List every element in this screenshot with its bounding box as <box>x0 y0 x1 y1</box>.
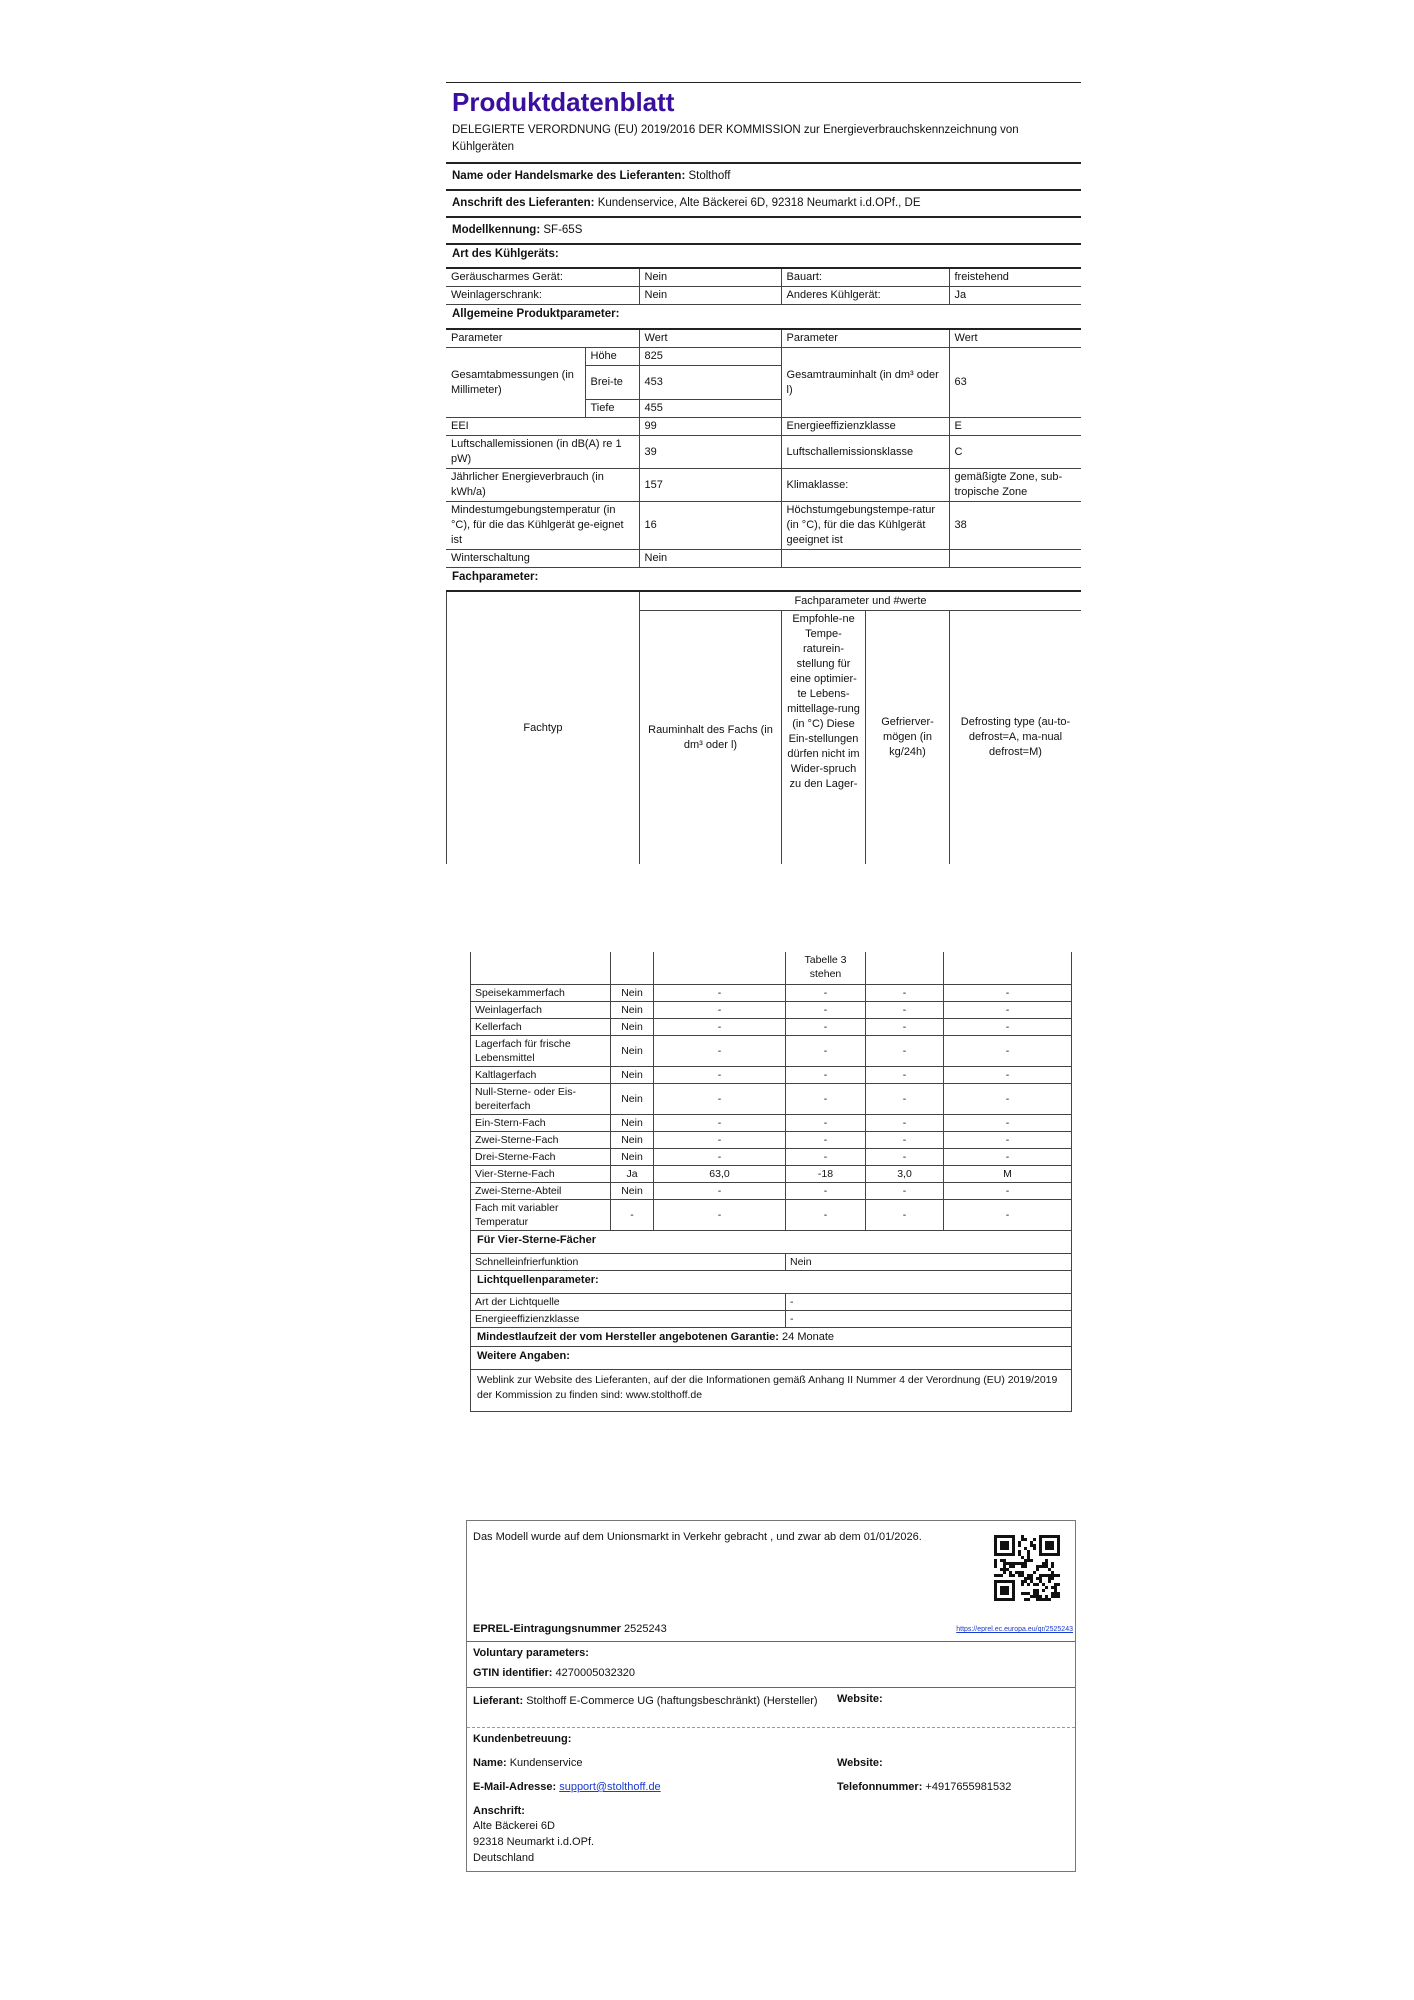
compartment-row <box>471 1165 1072 1182</box>
model-row <box>446 216 1081 243</box>
table-cell: Kellerfach <box>471 1018 611 1035</box>
table-cell: - <box>786 1114 866 1131</box>
table-cell: - <box>944 1035 1072 1066</box>
param-value: C <box>949 436 1081 469</box>
table-cell: Nein <box>611 1035 654 1066</box>
group-header: Fachparameter und #werte <box>640 591 1082 611</box>
supplier-website[interactable]: www.stolthoff.de <box>625 1388 703 1401</box>
table-cell: 3,0 <box>866 1165 944 1182</box>
compartment-row <box>471 1199 1072 1230</box>
more-heading: Weitere Angaben: <box>470 1347 1072 1370</box>
table-cell: - <box>944 1018 1072 1035</box>
dim-value: 825 <box>639 348 781 366</box>
table-cell: - <box>944 1066 1072 1083</box>
compartment-table <box>470 952 1072 1231</box>
compartment-row <box>471 1148 1072 1165</box>
table-cell: - <box>944 1199 1072 1230</box>
table-cell: - <box>654 1114 786 1131</box>
param-value: 157 <box>639 469 781 502</box>
phone-value: +4917655981532 <box>925 1781 1012 1793</box>
table-cell: Speisekammerfach <box>471 984 611 1001</box>
light-param: Art der Lichtquelle <box>471 1293 786 1310</box>
page-title: Produktdatenblatt <box>446 82 1081 120</box>
table-cell: Nein <box>611 984 654 1001</box>
table-cell: - <box>944 1114 1072 1131</box>
model-value: SF-65S <box>543 224 583 236</box>
param-header: Parameter <box>446 329 639 348</box>
table-cell: Nein <box>639 268 781 287</box>
table-cell: Zwei-Sterne-Fach <box>471 1131 611 1148</box>
eprel-supplier-value: Stolthoff E-Commerce UG (haftungsbeschränkt) (Hersteller) <box>526 1695 818 1707</box>
table-cell: - <box>786 1035 866 1066</box>
table-cell: Null-Sterne- oder Eis-bereiterfach <box>471 1083 611 1114</box>
table-cell: Nein <box>611 1083 654 1114</box>
table-cell: Nein <box>639 287 781 305</box>
table-cell <box>866 952 944 984</box>
table-cell: - <box>866 1114 944 1131</box>
compartment-row <box>471 984 1072 1001</box>
param-name: Luftschallemissionen (in dB(A) re 1 pW) <box>446 436 639 469</box>
table-cell: - <box>786 1148 866 1165</box>
service-address-label: Anschrift: <box>473 1805 525 1817</box>
temp-header-cont: Tabelle 3 stehen <box>786 952 866 984</box>
param-header: Parameter <box>781 329 949 348</box>
table-cell: - <box>786 1131 866 1148</box>
table-cell: - <box>866 1001 944 1018</box>
table-cell: - <box>654 1001 786 1018</box>
table-cell <box>471 952 611 984</box>
param-value: 39 <box>639 436 781 469</box>
type-row <box>446 287 1081 305</box>
supplier-value: Stolthoff <box>688 170 731 182</box>
eprel-supplier-label: Lieferant: <box>473 1695 524 1707</box>
regulation-text: DELEGIERTE VERORDNUNG (EU) 2019/2016 DER KOMMISSION zur Energieverbrauchskennzeichnung von Kühlgeräten <box>452 124 1019 153</box>
qr-code-icon[interactable] <box>994 1535 1060 1601</box>
general-table <box>446 328 1081 568</box>
table-cell: - <box>786 1018 866 1035</box>
table-cell: Nein <box>611 1131 654 1148</box>
warranty-row <box>470 1328 1072 1347</box>
address-value: Kundenservice, Alte Bäckerei 6D, 92318 Neumarkt i.d.OPf., DE <box>597 197 921 209</box>
market-text: Das Modell wurde auf dem Unionsmarkt in Verkehr gebracht , und zwar ab dem 01/01/2026. <box>473 1531 922 1543</box>
compartment-section-heading: Fachparameter: <box>452 571 539 583</box>
table-cell: - <box>654 1148 786 1165</box>
general-section-heading: Allgemeine Produktparameter: <box>452 308 620 320</box>
supplier-row <box>446 162 1081 189</box>
volume-label: Gesamtrauminhalt (in dm³ oder l) <box>781 348 949 418</box>
light-value: - <box>786 1293 1072 1310</box>
param-value <box>949 550 1081 568</box>
defrost-header: Defrosting type (au-to-defrost=A, ma-nual defrost=M) <box>950 611 1082 865</box>
volume-value: 63 <box>949 348 1081 418</box>
volume-header: Rauminhalt des Fachs (in dm³ oder l) <box>640 611 782 865</box>
table-cell: - <box>654 1182 786 1199</box>
compartment-header-table <box>446 590 1081 864</box>
table-cell: Lagerfach für frische Lebensmittel <box>471 1035 611 1066</box>
table-cell: - <box>654 1066 786 1083</box>
param-name: Höchstumgebungstempe-ratur (in °C), für die das Kühlgerät geeignet ist <box>781 502 949 550</box>
param-name: Luftschallemissionsklasse <box>781 436 949 469</box>
table-cell: - <box>786 1066 866 1083</box>
email-label: E-Mail-Adresse: <box>473 1781 557 1793</box>
service-name-value: Kundenservice <box>509 1757 583 1769</box>
warranty-value: 24 Monate <box>782 1330 835 1343</box>
param-name: Jährlicher Energieverbrauch (in kWh/a) <box>446 469 639 502</box>
param-name <box>781 550 949 568</box>
freeze-header: Gefrierver-mögen (in kg/24h) <box>866 611 950 865</box>
table-cell: Kaltlagerfach <box>471 1066 611 1083</box>
eprel-page <box>466 1520 1076 1872</box>
compartment-row <box>471 1131 1072 1148</box>
param-name: Winterschaltung <box>446 550 639 568</box>
light-param: Energieeffizienzklasse <box>471 1310 786 1327</box>
table-cell: - <box>611 1199 654 1230</box>
compartment-row <box>471 1114 1072 1131</box>
table-cell: - <box>866 1083 944 1114</box>
param-value: Nein <box>639 550 781 568</box>
table-cell: - <box>654 1035 786 1066</box>
param-value: 16 <box>639 502 781 550</box>
more-text: Weblink zur Website des Lieferanten, auf der die Informationen gemäß Anhang II Nummer 4 der Verordnung (EU) 2019/2019 der Kommission zu finden sind: <box>477 1373 1058 1401</box>
address-label: Anschrift des Lieferanten: <box>452 197 595 209</box>
table-cell <box>654 952 786 984</box>
table-cell: Ja <box>949 287 1081 305</box>
param-value: E <box>949 418 1081 436</box>
table-cell: Nein <box>611 1182 654 1199</box>
service-name-label: Name: <box>473 1757 507 1769</box>
table-cell: - <box>654 1199 786 1230</box>
divider <box>467 1641 1075 1642</box>
table-cell: - <box>944 1148 1072 1165</box>
param-name: Energieeffizienzklasse <box>781 418 949 436</box>
table-cell: M <box>944 1165 1072 1182</box>
service-address-line: Deutschland <box>473 1852 535 1864</box>
model-label: Modellkennung: <box>452 224 541 236</box>
service-heading: Kundenbetreuung: <box>473 1733 572 1745</box>
table-cell: - <box>786 1001 866 1018</box>
address-row <box>446 189 1081 216</box>
four-star-heading: Für Vier-Sterne-Fächer <box>470 1231 1072 1253</box>
table-cell: Nein <box>611 1001 654 1018</box>
table-cell: - <box>654 1131 786 1148</box>
compartment-row <box>471 1182 1072 1199</box>
gtin-value: 4270005032320 <box>555 1667 636 1679</box>
table-cell: - <box>944 1083 1072 1114</box>
light-value: - <box>786 1310 1072 1327</box>
compartment-row <box>471 1035 1072 1066</box>
table-cell: Nein <box>611 1066 654 1083</box>
table-cell: - <box>944 1182 1072 1199</box>
datasheet-page-2 <box>470 952 1072 1412</box>
four-star-table <box>470 1253 1072 1271</box>
service-address-line: Alte Bäckerei 6D <box>473 1820 555 1832</box>
param-value: 38 <box>949 502 1081 550</box>
type-row <box>446 268 1081 287</box>
compartment-row <box>471 1018 1072 1035</box>
fachtyp-header: Fachtyp <box>447 591 640 864</box>
table-cell: - <box>786 1199 866 1230</box>
param-value: gemäßigte Zone, sub-tropische Zone <box>949 469 1081 502</box>
table-cell: - <box>786 984 866 1001</box>
table-cell: - <box>944 984 1072 1001</box>
table-cell: Ein-Stern-Fach <box>471 1114 611 1131</box>
table-cell: - <box>866 1148 944 1165</box>
table-cell: - <box>866 1035 944 1066</box>
supplier-website-label: Website: <box>837 1693 883 1705</box>
table-cell: - <box>786 1083 866 1114</box>
supplier-label: Name oder Handelsmarke des Lieferanten: <box>452 170 686 182</box>
dim-value: 455 <box>639 400 781 418</box>
table-cell: - <box>866 1066 944 1083</box>
table-cell: Nein <box>611 1114 654 1131</box>
table-cell: - <box>866 1182 944 1199</box>
param-name: Klimaklasse: <box>781 469 949 502</box>
table-cell: Weinlagerschrank: <box>446 287 639 305</box>
value-header: Wert <box>949 329 1081 348</box>
warranty-label: Mindestlaufzeit der vom Hersteller angebotenen Garantie: <box>477 1330 779 1343</box>
supplier-row <box>473 1693 833 1709</box>
dim-name: Tiefe <box>585 400 639 418</box>
table-cell: -18 <box>786 1165 866 1182</box>
compartment-row <box>471 1066 1072 1083</box>
compartment-row <box>471 1001 1072 1018</box>
eprel-link[interactable]: https://eprel.ec.europa.eu/qr/2525243 <box>956 1626 1073 1633</box>
fast-freeze-value: Nein <box>786 1253 1072 1270</box>
table-cell: - <box>866 1131 944 1148</box>
table-cell: Zwei-Sterne-Abteil <box>471 1182 611 1199</box>
table-cell <box>944 952 1072 984</box>
type-section-heading: Art des Kühlgeräts: <box>446 243 1081 267</box>
param-name: EEI <box>446 418 639 436</box>
table-cell: - <box>866 1018 944 1035</box>
service-address-line: 92318 Neumarkt i.d.OPf. <box>473 1836 595 1848</box>
more-info <box>470 1370 1072 1412</box>
phone-label: Telefonnummer: <box>837 1781 923 1793</box>
table-cell: - <box>944 1131 1072 1148</box>
dim-name: Höhe <box>585 348 639 366</box>
table-cell: Drei-Sterne-Fach <box>471 1148 611 1165</box>
table-cell: Bauart: <box>781 268 949 287</box>
compartment-rows <box>471 984 1072 1230</box>
table-cell: - <box>786 1182 866 1199</box>
light-table <box>470 1293 1072 1328</box>
service-name-row <box>473 1757 1069 1769</box>
eprel-reg-value: 2525243 <box>623 1623 667 1635</box>
dim-name: Brei-te <box>585 366 639 400</box>
temp-header: Empfohle-ne Tempe-raturein-stellung für eine optimier-te Lebens-mittellage-rung (in °C) Diese Ein-stellungen dürfen nicht im Wider-spruch zu den Lager- <box>782 611 866 865</box>
table-cell: Fach mit variabler Temperatur <box>471 1199 611 1230</box>
type-table <box>446 267 1081 305</box>
param-value: 99 <box>639 418 781 436</box>
value-header: Wert <box>639 329 781 348</box>
gtin-row <box>473 1667 1069 1679</box>
table-cell: Nein <box>611 1148 654 1165</box>
table-cell: - <box>654 1018 786 1035</box>
dim-value: 453 <box>639 366 781 400</box>
voluntary-heading: Voluntary parameters: <box>473 1647 589 1659</box>
table-cell: - <box>866 984 944 1001</box>
datasheet-page-1 <box>446 82 1081 864</box>
table-cell: Nein <box>611 1018 654 1035</box>
divider <box>467 1727 1075 1728</box>
compartment-row <box>471 1083 1072 1114</box>
light-heading: Lichtquellenparameter: <box>470 1271 1072 1293</box>
table-cell: - <box>944 1001 1072 1018</box>
param-name: Mindestumgebungstemperatur (in °C), für die das Kühlgerät ge-eignet ist <box>446 502 639 550</box>
table-cell: 63,0 <box>654 1165 786 1182</box>
dims-label: Gesamtabmessungen (in Millimeter) <box>446 348 585 418</box>
eprel-reg-label: EPREL-Eintragungsnummer <box>473 1623 621 1635</box>
service-website-label: Website: <box>837 1757 883 1769</box>
table-cell: - <box>866 1199 944 1230</box>
table-cell: Anderes Kühlgerät: <box>781 287 949 305</box>
table-cell <box>611 952 654 984</box>
gtin-label: GTIN identifier: <box>473 1667 553 1679</box>
table-cell: - <box>654 984 786 1001</box>
table-cell: Weinlagerfach <box>471 1001 611 1018</box>
email-link[interactable]: support@stolthoff.de <box>559 1781 661 1793</box>
table-cell: Ja <box>611 1165 654 1182</box>
table-cell: freistehend <box>949 268 1081 287</box>
table-cell: Vier-Sterne-Fach <box>471 1165 611 1182</box>
divider <box>467 1687 1075 1688</box>
fast-freeze-label: Schnelleinfrierfunktion <box>471 1253 786 1270</box>
table-cell: Geräuscharmes Gerät: <box>446 268 639 287</box>
table-cell: - <box>654 1083 786 1114</box>
phone-row <box>837 1781 1011 1793</box>
